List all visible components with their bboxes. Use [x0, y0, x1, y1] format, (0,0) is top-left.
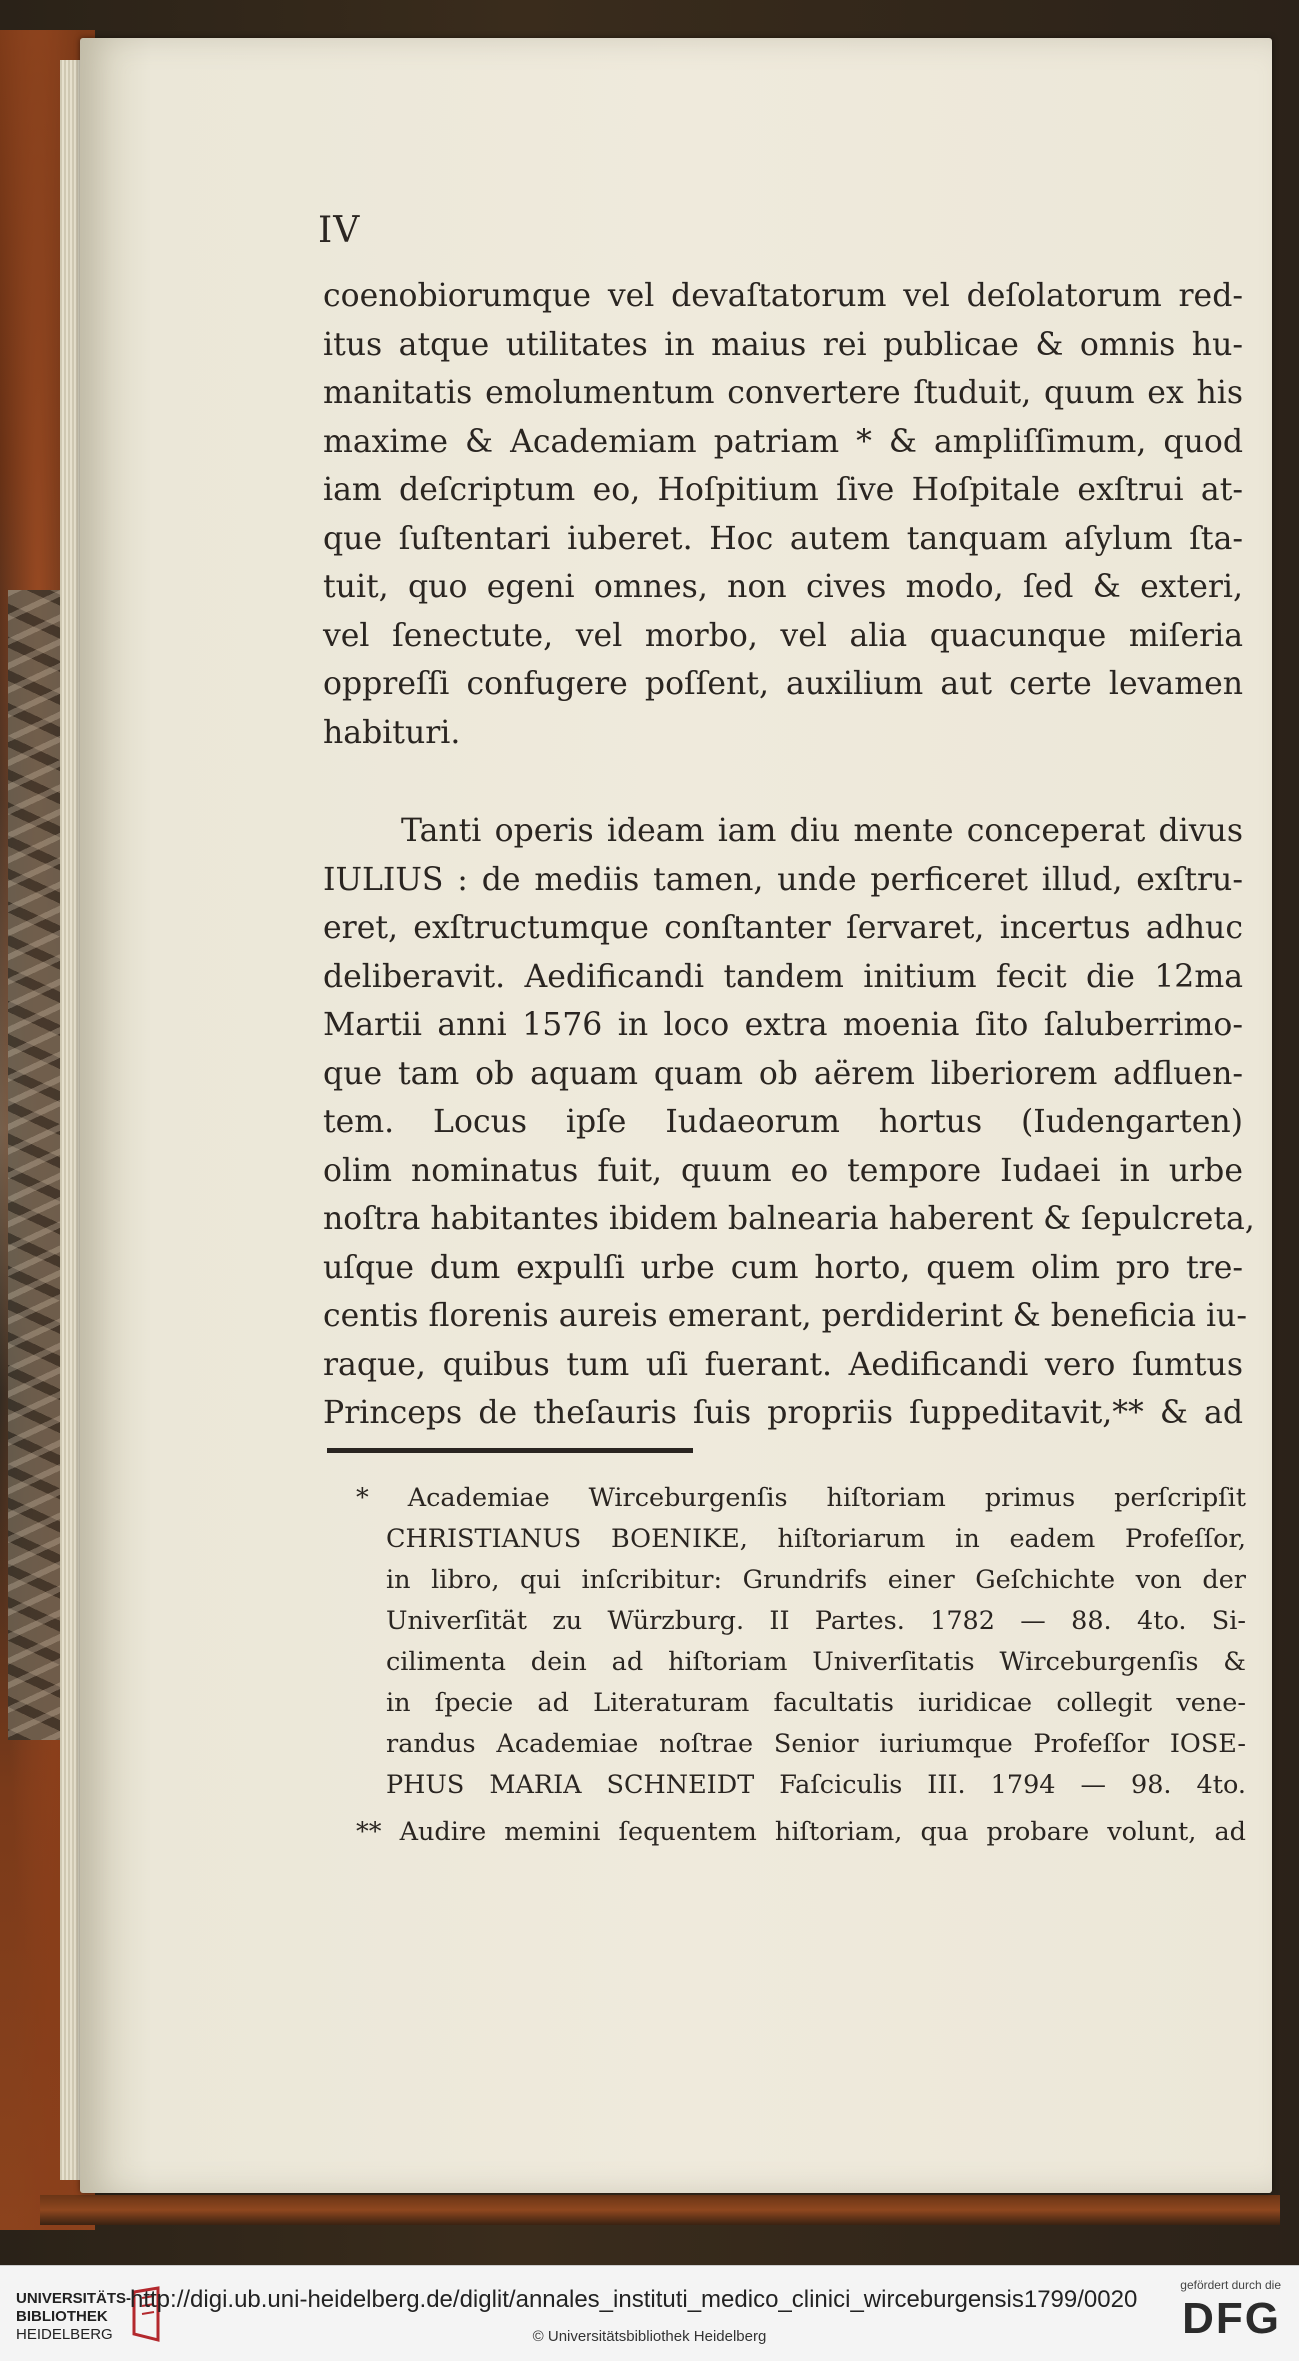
footnote-2: ** Audire memini ſequentem hiſtoriam, qua probare volunt, ad: [356, 1817, 1246, 1847]
text-line: * Academiae Wirceburgenſis hiſtoriam primus perſcripſit: [356, 1483, 1246, 1513]
permalink-url[interactable]: http://digi.ub.uni-heidelberg.de/diglit/annales_instituti_medico_clinici_wirceburgensis1799/0020: [130, 2286, 1138, 2313]
text-line: iam deſcriptum eo, Hoſpitium ſive Hoſpitale exſtrui at-: [323, 472, 1243, 508]
footnotes: [356, 1478, 1246, 1853]
dfg-logo: DFG: [1182, 2294, 1281, 2343]
text-line: que tam ob aquam quam ob aërem liberiorem adfluen-: [323, 1055, 1243, 1092]
text-line: cilimenta dein ad hiſtoriam Univerſitatis Wirceburgenſis &: [386, 1647, 1246, 1677]
text-line: randus Academiae noſtrae Senior iuriumque Profeſſor IOSE-: [386, 1729, 1246, 1759]
footnote-rule: [327, 1448, 693, 1453]
logo-line: BIBLIOTHEK: [16, 2308, 108, 2325]
text-line: Univerſität zu Würzburg. II Partes. 1782 — 88. 4to. Si-: [386, 1606, 1246, 1636]
text-line: itus atque utilitates in maius rei publicae & omnis hu-: [323, 326, 1243, 363]
text-line: que ſuſtentari iuberet. Hoc autem tanquam aſylum ſta-: [323, 520, 1243, 557]
footnote-1: [356, 1478, 1246, 1806]
footer-bar: [0, 2265, 1299, 2361]
page-number: IV: [318, 210, 361, 251]
text-line: vel ſenectute, vel morbo, vel alia quacunque miſeria: [323, 617, 1243, 654]
body-text: [323, 272, 1255, 1438]
text-line: PHUS MARIA SCHNEIDT Faſciculis III. 1794 — 98. 4to.: [386, 1770, 1246, 1800]
paragraph-2: [323, 807, 1255, 1438]
text-line: maxime & Academiam patriam * & ampliſſimum, quod: [323, 423, 1243, 460]
funding-label: gefördert durch die: [1180, 2278, 1281, 2292]
text-line: in libro, qui inſcribitur: Grundrifs einer Geſchichte von der: [386, 1565, 1246, 1595]
text-line: tuit, quo egeni omnes, non cives modo, ſed & exteri,: [323, 569, 1243, 605]
text-line: coenobiorumque vel devaſtatorum vel deſolatorum red-: [323, 278, 1243, 314]
text-line: manitatis emolumentum convertere ſtuduit, quum ex his: [323, 375, 1243, 411]
paragraph-1: [323, 272, 1243, 757]
text-line: eret, exſtructumque conſtanter ſervaret, incertus adhuc: [323, 910, 1243, 946]
text-line: deliberavit. Aedificandi tandem initium fecit die 12ma: [323, 958, 1243, 995]
text-line: uſque dum expulſi urbe cum horto, quem olim pro tre-: [323, 1249, 1243, 1286]
text-line: in ſpecie ad Literaturam facultatis iuridicae collegit vene-: [386, 1688, 1246, 1718]
text-line: Princeps de theſauris ſuis propriis ſuppeditavit,** & ad: [323, 1395, 1243, 1431]
text-line: tem. Locus ipſe Iudaeorum hortus (Iudengarten): [323, 1104, 1243, 1140]
logo-line: HEIDELBERG: [16, 2326, 113, 2343]
copyright-text: © Universitätsbibliothek Heidelberg: [532, 2328, 767, 2345]
cover-edge: [40, 2195, 1280, 2225]
logo-line: UNIVERSITÄTS-: [16, 2290, 132, 2307]
text-line: oppreſſi confugere poſſent, auxilium aut certe levamen: [323, 666, 1243, 702]
text-line: Tanti operis ideam iam diu mente conceperat divus: [401, 813, 1243, 849]
text-line: IULIUS : de mediis tamen, unde perficeret illud, exſtru-: [323, 861, 1243, 898]
text-line: centis florenis aureis emerant, perdiderint & beneficia iu-: [323, 1298, 1247, 1334]
text-line: CHRISTIANUS BOENIKE, hiſtoriarum in eadem Profeſſor,: [386, 1524, 1246, 1554]
text-line: olim nominatus fuit, quum eo tempore Iudaei in urbe: [323, 1152, 1243, 1189]
text-line: Martii anni 1576 in loco extra moenia ſito ſaluberrimo-: [323, 1007, 1243, 1043]
text-line: habituri.: [323, 714, 461, 751]
text-line: noſtra habitantes ibidem balnearia haberent & ſepulcreta,: [323, 1201, 1255, 1237]
text-line: raque, quibus tum uſi fuerant. Aedificandi vero ſumtus: [323, 1346, 1243, 1383]
